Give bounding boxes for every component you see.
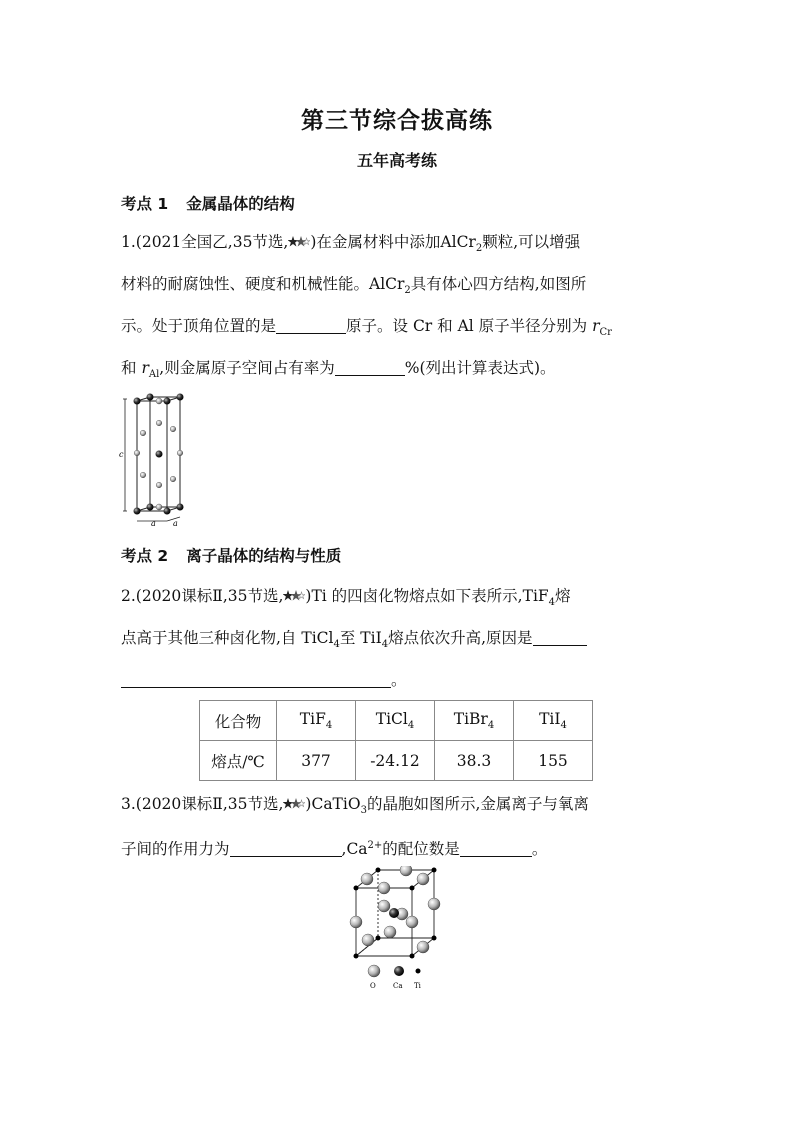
q1-line-1: 1.(2021全国乙,35节选, )在金属材料中添加AlCr$_2$颗粒,可以增强 xyxy=(121,233,581,255)
q1-line-2: 材料的耐腐蚀性、硬度和机械性能。AlCr$_2$具有体心四方结构,如图所 xyxy=(121,275,587,297)
q1-source: 1.(2021全国乙,35节选, xyxy=(121,233,289,251)
section-name: 金属晶体的结构 xyxy=(186,195,295,213)
q3-line-1: 3.(2020课标Ⅱ,35节选, )CaTiO$_3$的晶胞如图所示,金属离子与氧离 xyxy=(121,795,589,817)
q3-source: 3.(2020课标Ⅱ,35节选, xyxy=(121,795,284,813)
section-name: 离子晶体的结构与性质 xyxy=(186,547,342,565)
table-cell: 38.3 xyxy=(435,741,514,781)
answer-blank[interactable] xyxy=(230,840,342,857)
table-cell: 155 xyxy=(514,741,593,781)
answer-blank[interactable] xyxy=(276,317,346,334)
table-header-cell: TiCl$_4$ xyxy=(356,701,435,741)
page-title: 第三节综合拔高练 xyxy=(301,108,493,134)
legend-label-ti: Ti xyxy=(414,982,421,990)
q1-line-3: 示。处于顶角位置的是 原子。设 Cr 和 Al 原子半径分别为 $r_{Cr}$ xyxy=(121,317,612,339)
answer-blank[interactable] xyxy=(533,629,587,646)
table-header-cell: TiBr$_4$ xyxy=(435,701,514,741)
q1-text: )在金属材料中添加AlCr xyxy=(310,233,476,251)
axis-label-a: a xyxy=(151,519,156,527)
titanium-legend-icon xyxy=(416,969,421,974)
section-label: 考点 2 xyxy=(121,547,169,565)
table-header-cell: TiF$_4$ xyxy=(277,701,356,741)
q1-line-4: 和 $r_{Al}$,则金属原子空间占有率为 %(列出计算表达式)。 xyxy=(121,359,556,381)
axis-label-c: c xyxy=(119,450,124,459)
difficulty-stars-icon xyxy=(288,236,310,248)
answer-blank[interactable] xyxy=(121,671,391,688)
axis-label-a: a xyxy=(173,519,178,527)
q2-source: 2.(2020课标Ⅱ,35节选, xyxy=(121,587,284,605)
section-label: 考点 1 xyxy=(121,195,169,213)
catio3-unit-cell-figure xyxy=(344,866,444,990)
difficulty-stars-icon xyxy=(283,798,305,810)
section-heading-2 xyxy=(121,544,341,566)
legend-label-o: O xyxy=(370,982,376,990)
table-cell: 熔点/℃ xyxy=(200,741,277,781)
table-cell: 377 xyxy=(277,741,356,781)
alcr2-structure-figure xyxy=(115,393,195,527)
legend-label-ca: Ca xyxy=(393,982,403,990)
section-heading-1 xyxy=(121,192,295,214)
q2-line-3: 。 xyxy=(121,670,407,690)
difficulty-stars-icon xyxy=(283,590,305,602)
melting-point-table xyxy=(199,700,593,781)
q2-line-2: 点高于其他三种卤化物,自 TiCl$_4$至 TiI$_4$熔点依次升高,原因是 xyxy=(121,628,587,655)
oxygen-legend-icon xyxy=(368,965,380,977)
calcium-legend-icon xyxy=(394,966,404,976)
q2-line-1: 2.(2020课标Ⅱ,35节选, )Ti 的四卤化物熔点如下表所示,TiF$_4$熔 xyxy=(121,587,571,609)
table-header-cell: 化合物 xyxy=(200,701,277,741)
answer-blank[interactable] xyxy=(460,840,532,857)
answer-blank[interactable] xyxy=(335,359,405,376)
table-header-row xyxy=(200,701,593,741)
table-header-cell: TiI$_4$ xyxy=(514,701,593,741)
table-cell: -24.12 xyxy=(356,741,435,781)
q3-line-2: 子间的作用力为 $,Ca^{2+}$的配位数是 。 xyxy=(121,840,548,859)
section-subtitle: 五年高考练 xyxy=(356,151,437,170)
table-row xyxy=(200,741,593,781)
